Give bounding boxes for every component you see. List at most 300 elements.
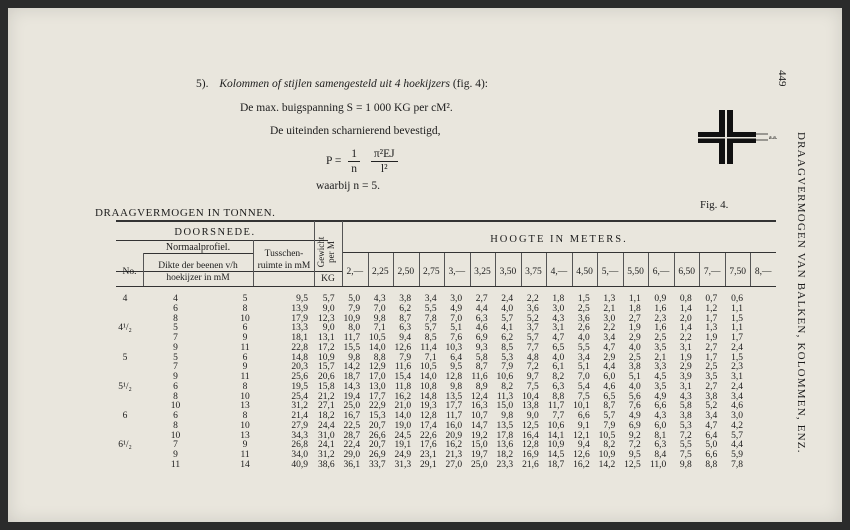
table-cell: 9: [242, 440, 248, 451]
table-cell: 14,0: [368, 342, 386, 353]
table-cell: 6,0: [603, 372, 616, 382]
table-cell: 7,5: [577, 391, 590, 402]
table-cell: 26,8: [291, 440, 309, 451]
table-cell: 4,0: [577, 333, 590, 343]
table-cell: 19,2: [471, 430, 488, 441]
table-cell: 5,9: [731, 450, 743, 460]
table-cell: 31,2: [291, 401, 309, 412]
table-cell: 12,8: [420, 411, 437, 421]
table-cell: 2,9: [628, 333, 641, 343]
table-cell: 6,9: [628, 420, 641, 431]
table-cell: 12,1: [573, 430, 590, 441]
table-cell: 10,7: [471, 411, 488, 421]
table-cell: 5,3: [679, 420, 692, 431]
table-cell: 14,1: [547, 430, 565, 441]
table-cell: 4: [122, 294, 128, 304]
table-cell: 5,8: [475, 352, 488, 363]
table-cell: 1,5: [731, 352, 743, 363]
table-cell: 8: [173, 391, 178, 402]
table-cell: 10,9: [598, 450, 616, 460]
table-cell: 4,9: [628, 411, 641, 421]
table-cell: 8,8: [373, 352, 386, 363]
table-cell: 7,9: [348, 303, 361, 314]
table-cell: 21,3: [445, 450, 463, 460]
table-cell: 11: [240, 450, 250, 460]
table-cell: 5: [122, 352, 128, 363]
table-cell: 13,3: [291, 323, 309, 334]
table-cell: 3,1: [679, 342, 692, 353]
table-cell: 8: [242, 411, 248, 421]
table-cell: 10: [240, 391, 250, 402]
table-cell: 13,5: [496, 420, 514, 431]
tusschen-header: Tusschen-ruimte in mM: [257, 249, 311, 271]
table-cell: 6: [173, 381, 178, 392]
cross-section-figure: [696, 108, 786, 178]
table-cell: 3,0: [552, 303, 565, 314]
table-cell: 4,3: [679, 391, 692, 402]
table-cell: 21,6: [522, 459, 539, 470]
table-cell: 4,7: [552, 333, 565, 343]
table-cell: 5¹/₂: [118, 381, 132, 392]
table-cell: 24,5: [394, 430, 412, 441]
table-cell: 9,8: [679, 459, 692, 470]
table-cell: 13,0: [368, 381, 386, 392]
table-cell: 4,6: [731, 401, 743, 412]
table-cell: 23,3: [496, 459, 514, 470]
table-cell: 10,6: [496, 372, 514, 382]
heading-text: Kolommen of stijlen samengesteld uit 4 hoekijzers: [219, 78, 450, 90]
table-cell: 10,5: [368, 333, 386, 343]
table-cell: 6,5: [603, 391, 616, 402]
table-cell: 9,2: [628, 430, 641, 441]
table-cell: 17,4: [420, 420, 437, 431]
table-cell: 17,9: [291, 313, 309, 324]
table-cell: 11,6: [471, 372, 488, 382]
height-header-6: 3,50: [499, 267, 517, 277]
table-cell: 3,7: [526, 323, 539, 334]
table-cell: 10,3: [445, 342, 463, 353]
table-cell: 16,4: [522, 430, 539, 441]
table-cell: 8: [242, 303, 248, 314]
table-cell: 14,0: [420, 372, 437, 382]
table-cell: [116, 461, 134, 471]
table-cell: 10,6: [547, 420, 565, 431]
table-cell: 2,5: [705, 362, 718, 373]
table-cell: 8,8: [552, 391, 565, 402]
table-cell: 20,6: [317, 372, 335, 382]
table-cell: 19,0: [394, 420, 412, 431]
table-cell: 12,9: [368, 362, 386, 373]
table-cell: 21,4: [291, 411, 309, 421]
table-cell: 4¹/₂: [118, 323, 132, 334]
table-cell: 5,2: [705, 401, 718, 412]
table-cell: 1,8: [552, 294, 565, 304]
table-cell: 3,5: [654, 342, 667, 353]
table-cell: 5,2: [526, 313, 539, 324]
table-cell: 6,2: [501, 333, 514, 343]
height-header-2: 2,50: [397, 267, 415, 277]
table-cell: 8,5: [501, 342, 514, 353]
table-cell: 10: [170, 401, 181, 412]
height-header-15: 7,50: [729, 267, 746, 277]
table-cell: 3,4: [731, 391, 743, 402]
table-cell: 7,6: [450, 333, 463, 343]
no-header: No.: [122, 267, 137, 277]
table-cell: 3,4: [424, 294, 437, 304]
table-cell: 4,3: [654, 411, 667, 421]
table-cell: 9,0: [322, 303, 335, 314]
table-cell: 6,6: [654, 401, 667, 412]
table-cell: 3,0: [450, 294, 463, 304]
table-cell: 4,1: [501, 323, 514, 334]
table-cell: 11,6: [394, 362, 412, 373]
table-cell: 14,7: [471, 420, 488, 431]
table-cell: 31,2: [317, 450, 335, 460]
table-cell: 1,3: [705, 323, 718, 334]
table-cell: 0,6: [731, 294, 743, 304]
table-cell: 5: [173, 323, 178, 334]
table-cell: 6,4: [450, 352, 463, 363]
height-header-14: 7,—: [703, 267, 721, 277]
height-header-11: 5,50: [627, 267, 644, 277]
table-cell: 4,4: [475, 303, 488, 314]
table-cell: 4,3: [552, 313, 565, 324]
table-cell: 2,5: [577, 303, 590, 314]
table-cell: 4,0: [628, 381, 641, 392]
height-header-13: 6,50: [678, 267, 695, 277]
table-cell: 3,9: [679, 372, 692, 382]
table-cell: 8: [242, 381, 248, 392]
table-cell: 34,0: [291, 450, 309, 460]
table-cell: 10,9: [343, 313, 361, 324]
table-cell: 6,6: [577, 411, 590, 421]
table-cell: 9,5: [296, 294, 309, 304]
table-cell: 10,9: [547, 440, 565, 451]
table-cell: 6¹/₂: [118, 440, 132, 451]
running-head: DRAAGVERMOGEN VAN BALKEN, KOLOMMEN, ENZ.: [795, 132, 807, 454]
table-cell: 2,4: [731, 342, 743, 353]
table-cell: 20,7: [368, 420, 386, 431]
table-cell: 4,0: [628, 342, 641, 353]
table-cell: 7,6: [628, 401, 641, 412]
table-cell: 9,0: [526, 411, 539, 421]
table-cell: 34,3: [291, 430, 309, 441]
figure-dimension-mark: a.a.: [769, 135, 778, 141]
table-cell: 11: [240, 372, 250, 382]
table-cell: 25,4: [291, 391, 309, 402]
table-cell: 16,0: [445, 420, 463, 431]
table-cell: 3,4: [603, 333, 616, 343]
table-cell: 5: [242, 294, 248, 304]
table-cell: 6,4: [705, 430, 718, 441]
section-heading: [196, 78, 488, 90]
table-cell: 4: [173, 294, 178, 304]
table-cell: 13,5: [445, 391, 463, 402]
table-cell: 7,2: [628, 440, 641, 451]
table-cell: 14,8: [420, 391, 437, 402]
table-cell: 10,5: [420, 362, 437, 373]
table-cell: 1,6: [654, 303, 667, 314]
table-cell: 2,7: [628, 313, 641, 324]
table-cell: 3,1: [679, 381, 692, 392]
table-cell: 9,8: [501, 411, 514, 421]
table-cell: [116, 393, 134, 403]
table-cell: 1,1: [731, 303, 743, 314]
table-cell: 6,3: [552, 381, 565, 392]
table-cell: 10: [170, 430, 181, 441]
table-cell: 16,2: [394, 391, 412, 402]
table-cell: 31,3: [394, 459, 412, 470]
table-cell: [116, 451, 134, 461]
table-cell: 15,7: [317, 362, 335, 373]
table-cell: 7,8: [731, 459, 743, 470]
table-cell: 28,7: [343, 430, 361, 441]
table-cell: 6: [122, 411, 128, 421]
table-cell: 5,7: [603, 411, 616, 421]
table-cell: 9: [173, 450, 178, 460]
table-cell: 14,5: [547, 450, 565, 460]
table-cell: 16,9: [522, 450, 539, 460]
table-cell: 9,7: [526, 372, 539, 382]
table-cell: 4,9: [654, 391, 667, 402]
table-cell: 11: [240, 342, 250, 353]
table-cell: 1,6: [654, 323, 667, 334]
table-cell: 7,5: [526, 381, 539, 392]
table-cell: 5,0: [705, 440, 718, 451]
table-cell: 6,2: [399, 303, 412, 314]
table-cell: 12,8: [445, 372, 463, 382]
table-cell: 16,2: [445, 440, 463, 451]
section-title: DRAAGVERMOGEN IN TONNEN.: [95, 207, 276, 219]
table-cell: 1,9: [705, 333, 718, 343]
table-cell: 16,7: [343, 411, 361, 421]
table-cell: 2,1: [603, 303, 616, 314]
table-cell: 4,4: [603, 362, 616, 373]
table-cell: 3,8: [705, 391, 718, 402]
table-cell: 5,1: [628, 372, 641, 382]
table-cell: 24,1: [317, 440, 335, 451]
table-cell: 25,6: [291, 372, 309, 382]
table-cell: 1,5: [577, 294, 590, 304]
table-cell: 22,6: [420, 430, 437, 441]
table-cell: 10: [240, 313, 250, 324]
table-cell: 9: [173, 342, 178, 353]
table-cell: 8,7: [603, 401, 616, 412]
table-cell: 4,2: [731, 420, 743, 431]
table-cell: 24,4: [317, 420, 335, 431]
table-cell: 2,2: [526, 294, 539, 304]
table-row: [116, 461, 746, 471]
table-cell: 1,3: [603, 294, 616, 304]
table-cell: 3,4: [705, 411, 718, 421]
table-cell: 17,7: [368, 391, 386, 402]
table-cell: 9: [242, 362, 248, 373]
table-cell: 1,7: [705, 352, 718, 363]
table-cell: 4,8: [526, 352, 539, 363]
table-cell: 16,2: [573, 459, 590, 470]
table-cell: [116, 305, 134, 315]
table-cell: 10,1: [573, 401, 590, 412]
table-cell: 9: [173, 372, 178, 382]
page-number: 449: [776, 70, 788, 87]
table-cell: 11,7: [445, 411, 463, 421]
table-cell: 7,5: [679, 450, 692, 460]
hoogte-rule: [342, 252, 776, 253]
height-header-10: 5,—: [601, 267, 619, 277]
table-cell: 7,7: [526, 342, 539, 353]
table-cell: 18,2: [317, 411, 335, 421]
table-cell: 1,7: [705, 313, 718, 324]
height-header-7: 3,75: [525, 267, 542, 277]
table-cell: 19,7: [471, 450, 488, 460]
table-cell: 3,5: [705, 372, 718, 382]
table-cell: 8,7: [399, 313, 412, 324]
table-cell: 2,7: [705, 342, 718, 353]
table-cell: 5,5: [679, 440, 692, 451]
table-cell: 6,3: [399, 323, 412, 334]
table-cell: 19,4: [343, 391, 361, 402]
table-cell: 1,1: [628, 294, 641, 304]
table-cell: 11,8: [394, 381, 412, 392]
table-cell: 2,1: [654, 352, 667, 363]
table-cell: 5,7: [424, 323, 437, 334]
table-cell: 10,4: [522, 391, 539, 402]
table-cell: 11,7: [547, 401, 565, 412]
table-cell: 21,0: [394, 401, 412, 412]
table-cell: 5,5: [424, 303, 437, 314]
table-cell: 8,0: [348, 323, 361, 334]
table-cell: 13,6: [496, 440, 514, 451]
table-cell: 10,9: [317, 352, 335, 363]
capacity-table: [116, 295, 746, 471]
table-cell: 4,5: [654, 372, 667, 382]
table-cell: 26,6: [368, 430, 386, 441]
height-header-5: 3,25: [474, 267, 491, 277]
table-cell: 1,9: [628, 323, 641, 334]
table-cell: 0,9: [654, 294, 667, 304]
kg-header: KG: [321, 274, 335, 284]
table-cell: 9,8: [373, 313, 386, 324]
table-cell: 4,4: [731, 440, 743, 451]
table-cell: 18,7: [343, 372, 361, 382]
table-cell: 5,7: [731, 430, 743, 441]
table-cell: 6: [242, 352, 248, 363]
table-cell: 10: [240, 420, 250, 431]
table-cell: 10,8: [420, 381, 437, 392]
table-cell: 11,7: [343, 333, 361, 343]
fraction-2-denominator: l²: [380, 163, 388, 175]
table-cell: 6,0: [654, 420, 667, 431]
table-cell: 3,3: [654, 362, 667, 373]
height-header-12: 6,—: [652, 267, 670, 277]
header-bottom-rule: [116, 286, 776, 287]
table-cell: 7,9: [501, 362, 514, 373]
table-cell: 14,8: [291, 352, 309, 363]
table-cell: 27,0: [445, 459, 463, 470]
table-cell: 12,6: [573, 450, 590, 460]
formula-lhs: P =: [326, 155, 342, 168]
table-cell: 5,1: [450, 323, 463, 334]
height-header-16: 8,—: [754, 267, 772, 277]
table-cell: 20,3: [291, 362, 309, 373]
doorsnede-rule: [116, 240, 328, 241]
table-cell: 1,2: [705, 303, 718, 314]
table-cell: 3,0: [731, 411, 743, 421]
figure-horizontal-gap: [698, 137, 756, 139]
table-cell: 9,5: [628, 450, 641, 460]
table-cell: 3,1: [552, 323, 565, 334]
table-cell: 40,9: [291, 459, 309, 470]
table-cell: 8,2: [603, 440, 616, 451]
table-cell: 27,9: [291, 420, 309, 431]
table-cell: 11,3: [496, 391, 514, 402]
table-cell: 2,7: [475, 294, 488, 304]
table-cell: 9,0: [322, 323, 335, 334]
table-cell: [116, 334, 134, 344]
table-cell: 2,4: [501, 294, 514, 304]
table-cell: 2,5: [628, 352, 641, 363]
table-cell: 13,1: [317, 333, 335, 343]
table-cell: 6,3: [654, 440, 667, 451]
table-cell: 2,3: [654, 313, 667, 324]
table-cell: 25,0: [343, 401, 361, 412]
table-cell: 7,2: [526, 362, 539, 373]
table-cell: 6,1: [552, 362, 565, 373]
table-cell: 31,0: [317, 430, 335, 441]
table-cell: 9,8: [450, 381, 463, 392]
table-cell: 3,8: [628, 362, 641, 373]
table-cell: 21,2: [317, 391, 335, 402]
table-cell: 12,5: [624, 459, 641, 470]
height-header-4: 3,—: [448, 267, 466, 277]
table-cell: 8,4: [654, 450, 667, 460]
table-cell: 13: [240, 430, 250, 441]
table-cell: 8,2: [501, 381, 514, 392]
table-cell: 11: [170, 459, 181, 470]
normaalprofiel-rule: [143, 253, 253, 254]
table-cell: 7,7: [552, 411, 565, 421]
table-cell: 7,8: [424, 313, 437, 324]
height-header-8: 4,—: [550, 267, 568, 277]
table-cell: 17,8: [496, 430, 514, 441]
table-cell: 29,1: [420, 459, 437, 470]
table-cell: 5,1: [577, 362, 590, 373]
table-cell: 9,4: [577, 440, 590, 451]
table-cell: 18,2: [496, 450, 514, 460]
formula-fraction-2: [371, 147, 398, 176]
table-cell: 5,7: [526, 333, 539, 343]
table-cell: 5,7: [322, 294, 335, 304]
table-cell: 8,5: [424, 333, 437, 343]
table-cell: 22,4: [343, 440, 361, 451]
table-cell: 22,8: [291, 342, 309, 353]
table-cell: 11,0: [649, 459, 667, 470]
table-cell: 0,8: [679, 294, 692, 304]
table-cell: 4,7: [705, 420, 718, 431]
table-cell: 3,8: [679, 411, 692, 421]
table-cell: 7: [173, 333, 178, 343]
table-cell: 8: [173, 420, 178, 431]
table-cell: 17,6: [420, 440, 437, 451]
table-cell: 22,5: [343, 420, 361, 431]
table-cell: 5,6: [628, 391, 641, 402]
table-cell: 22,9: [368, 401, 386, 412]
table-cell: 14: [240, 459, 250, 470]
table-cell: 6,5: [552, 342, 565, 353]
table-cell: 18,1: [291, 333, 309, 343]
document-page: [8, 8, 842, 522]
table-cell: 15,5: [343, 342, 361, 353]
